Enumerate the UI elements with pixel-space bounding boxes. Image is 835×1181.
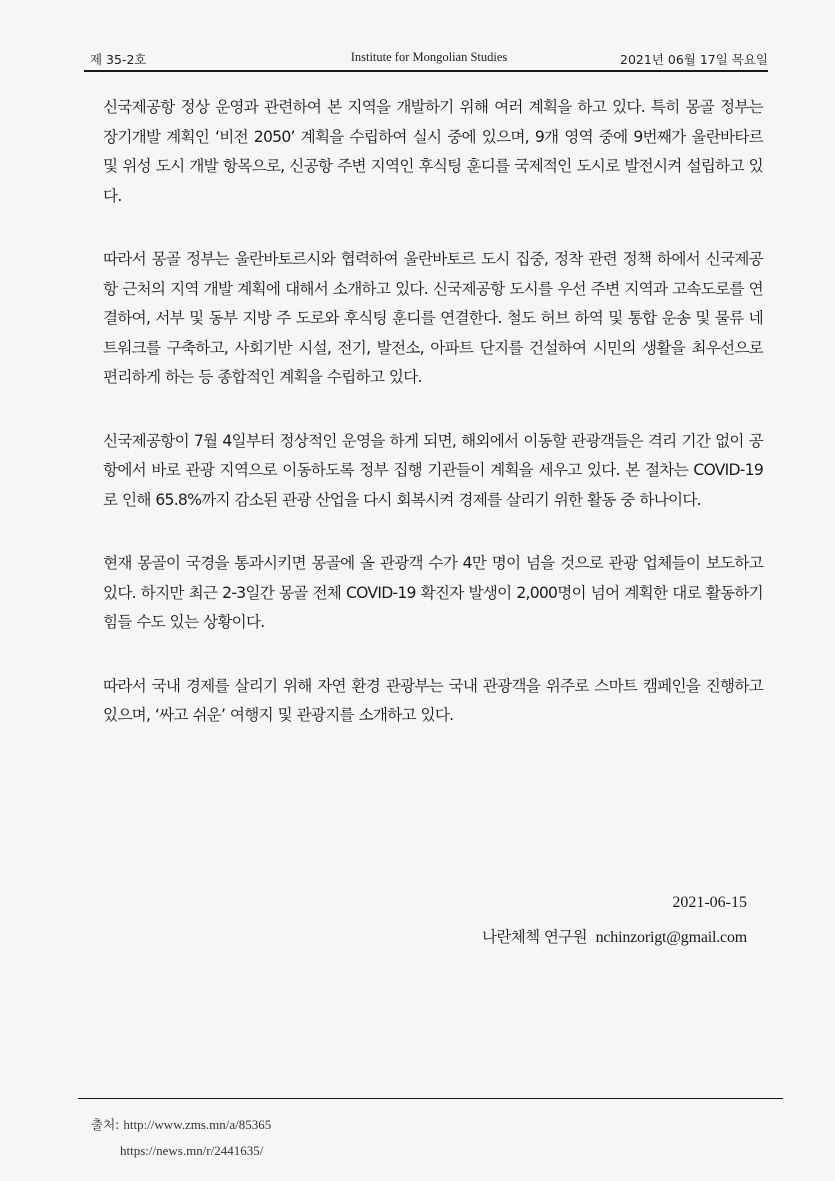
signature-block [482,886,747,955]
publication-date: 2021년 06월 17일 목요일 [620,52,768,67]
paragraph-1: 신국제공항 정상 운영과 관련하여 본 지역을 개발하기 위해 여러 계획을 하고 있다. 특히 몽골 정부는 장기개발 계획인 ‘비전 2050’ 계획을 수립하여 실시 중에 있으며, 9개 영역 중에 9번째가 울란바타르 및 위성 도시 개발 항목으로, 신공항 주변 지역인 후식팅 훈디를 국제적인 도시로 발전시켜 설립하고 있다. [103,98,763,205]
institute-name: Institute for Mongolian Studies [350,50,508,64]
article-body [103,93,763,765]
source-link-1[interactable]: http://www.zms.mn/a/85365 [123,1117,272,1132]
footer-divider [78,1098,783,1099]
author-email: nchinzorigt@gmail.com [595,929,747,946]
source-link-2[interactable]: https://news.mn/r/2441635/ [120,1143,264,1158]
sources-block [91,1112,271,1164]
issue-number: 제 35-2호 [90,52,147,67]
signature-date: 2021-06-15 [672,894,747,911]
header-divider [84,70,768,72]
paragraph-2: 따라서 몽골 정부는 울란바토르시와 협력하여 울란바토르 도시 집중, 정착 관련 정책 하에서 신국제공항 근처의 지역 개발 계획에 대해서 소개하고 있다. 신국제공항 도시를 우선 주변 지역과 고속도로를 연결하여, 서부 및 동부 지방 주 도로와 후식팅 훈디를 연결한다. 철도 허브 하역 및 통합 운송 및 물류 네트워크를 구축하고, 사회기반 시설, 전기, 발전소, 아파트 단지를 건설하여 시민의 생활을 최우선으로 편리하게 하는 등 종합적인 계획을 수립하고 있다. [103,250,763,386]
source-line-2 [91,1138,271,1164]
signature-author-line [482,920,747,955]
page-header [90,50,768,70]
paragraph-5: 따라서 국내 경제를 살리기 위해 자연 환경 관광부는 국내 관광객을 위주로 스마트 캠페인을 진행하고 있으며, ‘싸고 쉬운’ 여행지 및 관광지를 소개하고 있다. [103,676,763,724]
sources-label: 출처: [91,1117,120,1132]
paragraph-3: 신국제공항이 7월 4일부터 정상적인 운영을 하게 되면, 해외에서 이동할 관광객들은 격리 기간 없이 공항에서 바로 관광 지역으로 이동하도록 정부 집행 기관들이 계획을 세우고 있다. 본 절차는 COVID-19로 인해 65.8%까지 감소된 관광 산업을 다시 회복시켜 경제를 살리기 위한 활동 중 하나이다. [103,431,763,509]
author-name: 나란체첵 연구원 [482,928,587,946]
source-line-1 [91,1112,271,1138]
paragraph-4: 현재 몽골이 국경을 통과시키면 몽골에 올 관광객 수가 4만 명이 넘을 것으로 관광 업체들이 보도하고 있다. 하지만 최근 2-3일간 몽골 전체 COVID-19 확진자 발생이 2,000명이 넘어 계획한 대로 활동하기 힘들 수도 있는 상황이다. [103,554,764,631]
